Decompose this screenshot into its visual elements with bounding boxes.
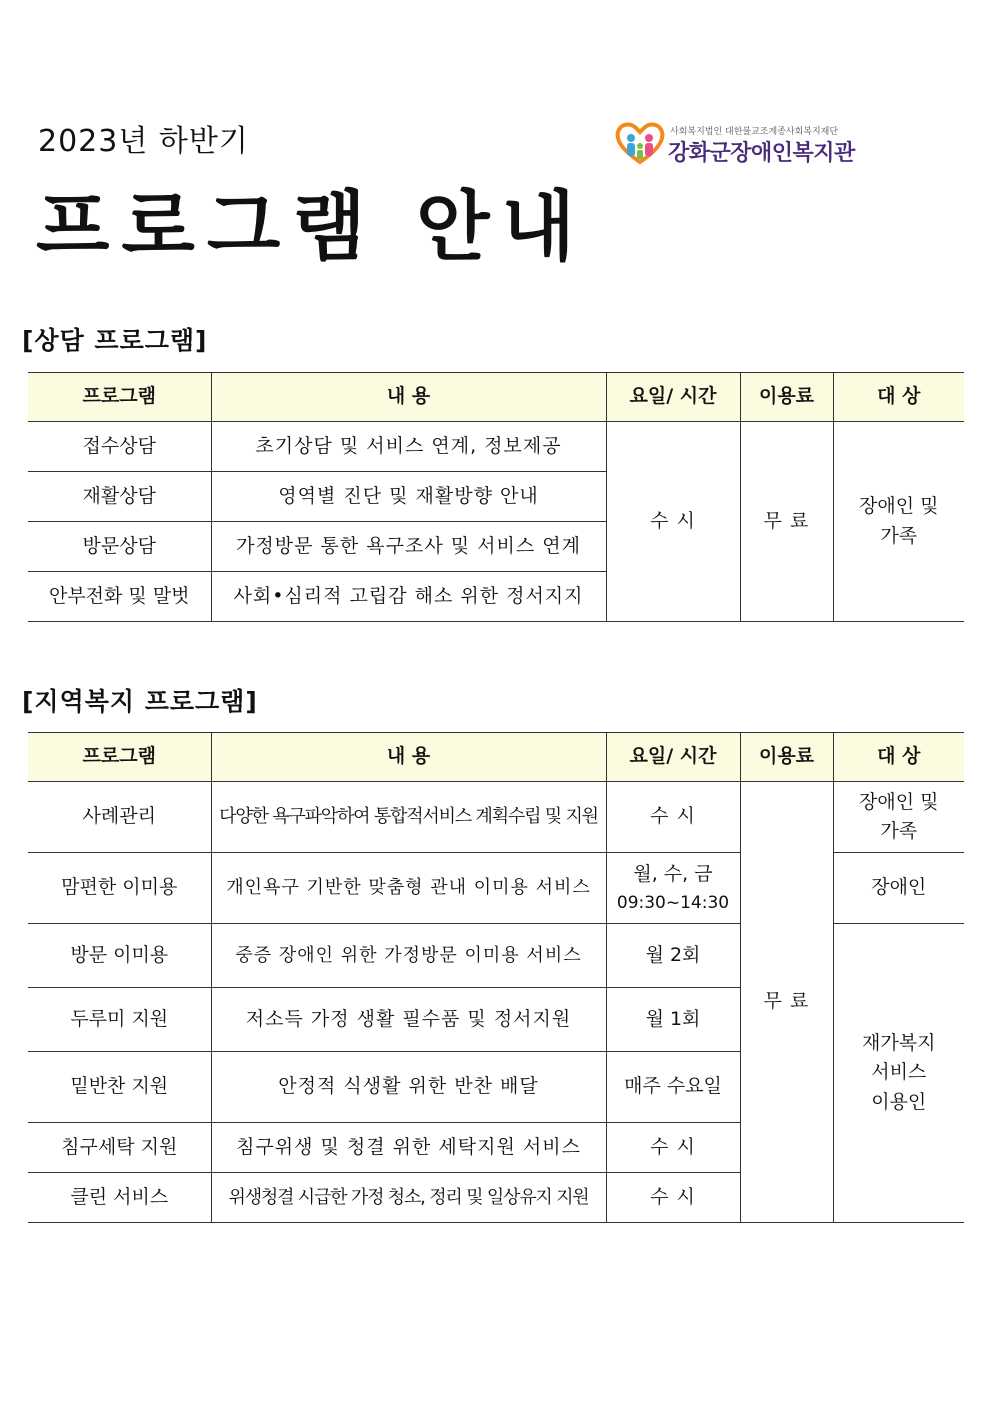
column-header-schedule: 요일/ 시간 [606, 733, 740, 782]
content-cell: 중증 장애인 위한 가정방문 이미용 서비스 [211, 924, 606, 988]
program-cell: 맘편한 이미용 [28, 853, 211, 924]
content-cell: 위생청결 시급한 가정 청소, 정리 및 일상유지 지원 [211, 1173, 606, 1223]
logo-heart-icon [614, 120, 666, 166]
community-table [28, 732, 964, 1223]
content-cell: 사회•심리적 고립감 해소 위한 정서지지 [211, 572, 606, 622]
target-line: 재가복지 [862, 1031, 936, 1054]
column-header-target: 대 상 [833, 373, 964, 422]
logo-foundation-text: 사회복지법인 대한불교조계종사회복지재단 [670, 127, 839, 137]
content-cell: 다양한 욕구파악하여 통합적서비스 계획수립 및 지원 [211, 782, 606, 853]
content-cell: 침구위생 및 청결 위한 세탁지원 서비스 [211, 1123, 606, 1173]
schedule-cell: 수 시 [606, 422, 740, 622]
program-cell: 재활상담 [28, 472, 211, 522]
column-header-target: 대 상 [833, 733, 964, 782]
program-cell: 밑반찬 지원 [28, 1052, 211, 1123]
target-cell [833, 782, 964, 853]
schedule-line: 09:30~14:30 [616, 892, 730, 913]
column-header-fee: 이용료 [740, 373, 833, 422]
schedule-cell: 월 1회 [606, 988, 740, 1052]
community-section-title: [지역복지 프로그램] [22, 687, 258, 716]
program-cell: 안부전화 및 말벗 [28, 572, 211, 622]
table-row [28, 422, 964, 472]
logo-organization-name: 강화군장애인복지관 [668, 141, 855, 166]
schedule-cell: 수 시 [606, 782, 740, 853]
column-header-program: 프로그램 [28, 733, 211, 782]
schedule-cell: 월 2회 [606, 924, 740, 988]
target-line: 가족 [880, 524, 918, 547]
table-row [28, 782, 964, 853]
schedule-line: 월, 수, 금 [633, 863, 713, 886]
target-cell: 장애인 [833, 853, 964, 924]
column-header-schedule: 요일/ 시간 [606, 373, 740, 422]
program-cell: 방문상담 [28, 522, 211, 572]
counseling-section-title: [상담 프로그램] [22, 326, 208, 355]
program-cell: 침구세탁 지원 [28, 1123, 211, 1173]
table-header-row [28, 733, 964, 782]
content-cell: 개인욕구 기반한 맞춤형 관내 이미용 서비스 [211, 853, 606, 924]
content-cell: 가정방문 통한 욕구조사 및 서비스 연계 [211, 522, 606, 572]
organization-logo [614, 120, 874, 168]
page-title: 프로그램 안내 [36, 182, 587, 271]
target-line: 가족 [880, 820, 918, 842]
content-cell: 안정적 식생활 위한 반찬 배달 [211, 1052, 606, 1123]
target-line: 서비스 [871, 1061, 927, 1084]
program-cell: 클린 서비스 [28, 1173, 211, 1223]
target-cell [833, 422, 964, 622]
target-cell [833, 924, 964, 1223]
schedule-cell: 수 시 [606, 1123, 740, 1173]
content-cell: 초기상담 및 서비스 연계, 정보제공 [211, 422, 606, 472]
content-cell: 저소득 가정 생활 필수품 및 정서지원 [211, 988, 606, 1052]
program-cell: 두루미 지원 [28, 988, 211, 1052]
fee-cell: 무 료 [740, 422, 833, 622]
column-header-program: 프로그램 [28, 373, 211, 422]
target-line: 장애인 및 [859, 790, 939, 813]
program-cell: 사례관리 [28, 782, 211, 853]
target-line: 장애인 및 [859, 495, 939, 518]
column-header-content: 내 용 [211, 373, 606, 422]
table-header-row [28, 373, 964, 422]
page-subtitle: 2023년 하반기 [38, 124, 249, 159]
column-header-content: 내 용 [211, 733, 606, 782]
schedule-cell: 수 시 [606, 1173, 740, 1223]
fee-cell: 무 료 [740, 782, 833, 1223]
program-cell: 방문 이미용 [28, 924, 211, 988]
target-line: 이용인 [871, 1090, 927, 1113]
schedule-cell [606, 853, 740, 924]
schedule-cell: 매주 수요일 [606, 1052, 740, 1123]
content-cell: 영역별 진단 및 재활방향 안내 [211, 472, 606, 522]
column-header-fee: 이용료 [740, 733, 833, 782]
program-cell: 접수상담 [28, 422, 211, 472]
counseling-table [28, 372, 964, 622]
